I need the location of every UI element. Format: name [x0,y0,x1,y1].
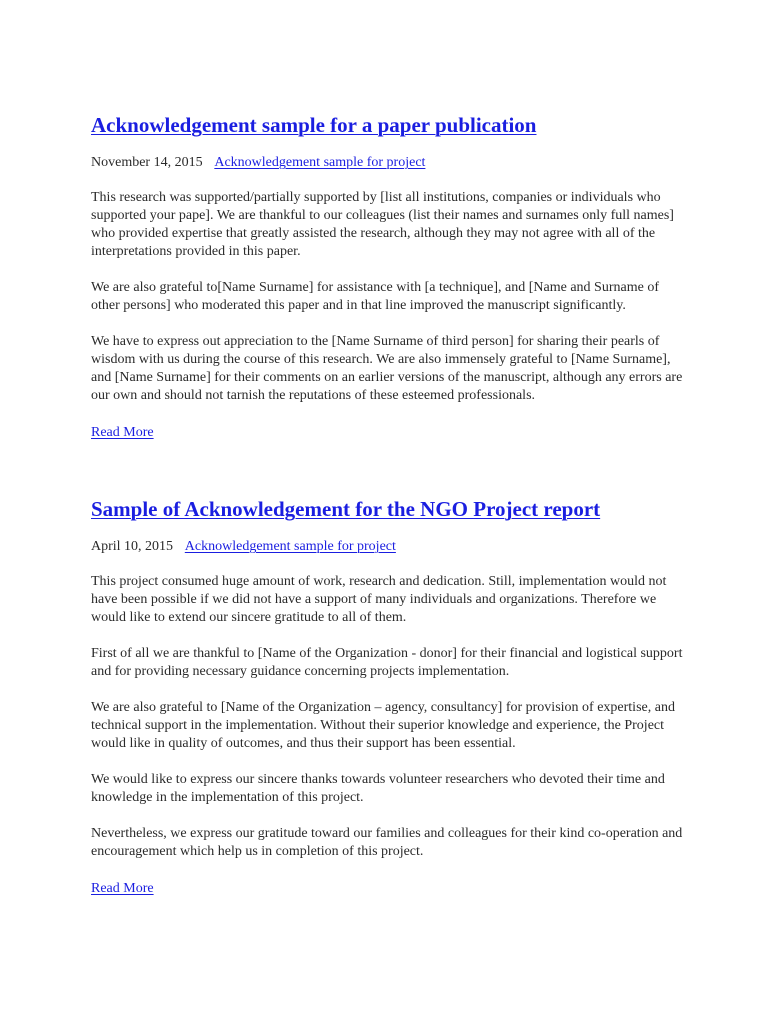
post-meta [91,523,691,556]
post-paragraph: Nevertheless, we express our gratitude toward our families and colleagues for their kind co-operation and encouragement which help us in completion of this project. [91,826,683,859]
post-ngo-project-report [91,495,691,898]
post-category-link[interactable]: Acknowledgement sample for project [214,155,426,170]
post-title [91,111,691,139]
read-more-wrap [91,405,691,442]
post-date: April 10, 2015 [91,539,174,554]
post-paragraph: This research was supported/partially supported by [list all institutions, companies or individuals who supported your pape]. We are thankful to our colleagues (list their names and surnames only full names] who provided expertise that greatly assisted the research, although they may not agree with all of the interpretations provided in this paper. [91,190,674,259]
post-paper-publication [91,111,691,442]
post-paragraph: First of all we are thankful to [Name of the Organization - donor] for their financial and logistical support and for providing necessary guidance concerning projects implementation. [91,646,683,679]
read-more-link[interactable]: Read More [91,425,154,440]
post-meta [91,139,691,172]
post-paragraph: We would like to express our sincere thanks towards volunteer researchers who devoted their time and knowledge in the implementation of this project. [91,772,665,805]
post-paragraph: This project consumed huge amount of work, research and dedication. Still, implementation would not have been possible if we did not have a support of many individuals and organizations. Therefore we would like to extend our sincere gratitude to all of them. [91,574,667,625]
post-category-link[interactable]: Acknowledgement sample for project [184,539,396,554]
post-paragraph: We are also grateful to [Name of the Organization – agency, consultancy] for provision of expertise, and technical support in the implementation. Without their superior knowledge and experience, the Project would like in quality of outcomes, and thus their support has been essential. [91,700,675,751]
post-title-link[interactable]: Sample of Acknowledgement for the NGO Project report [91,497,601,521]
post-date: November 14, 2015 [91,155,203,170]
post-title [91,495,691,523]
post-paragraph: We have to express out appreciation to the [Name Surname of third person] for sharing their pearls of wisdom with us during the course of this research. We are also immensely grateful to [Name Surname], and [Name Surname] for their comments on an earlier versions of the manuscript, although any errors are our own and should not tarnish the reputations of these esteemed professionals. [91,334,683,403]
post-paragraph: We are also grateful to[Name Surname] for assistance with [a technique], and [Name and Surname of other persons] who moderated this paper and in that line improved the manuscript significantly. [91,280,659,313]
read-more-link[interactable]: Read More [91,881,154,896]
post-body [91,556,691,861]
read-more-wrap [91,861,691,898]
post-body [91,172,691,405]
post-title-link[interactable]: Acknowledgement sample for a paper publication [91,113,537,137]
